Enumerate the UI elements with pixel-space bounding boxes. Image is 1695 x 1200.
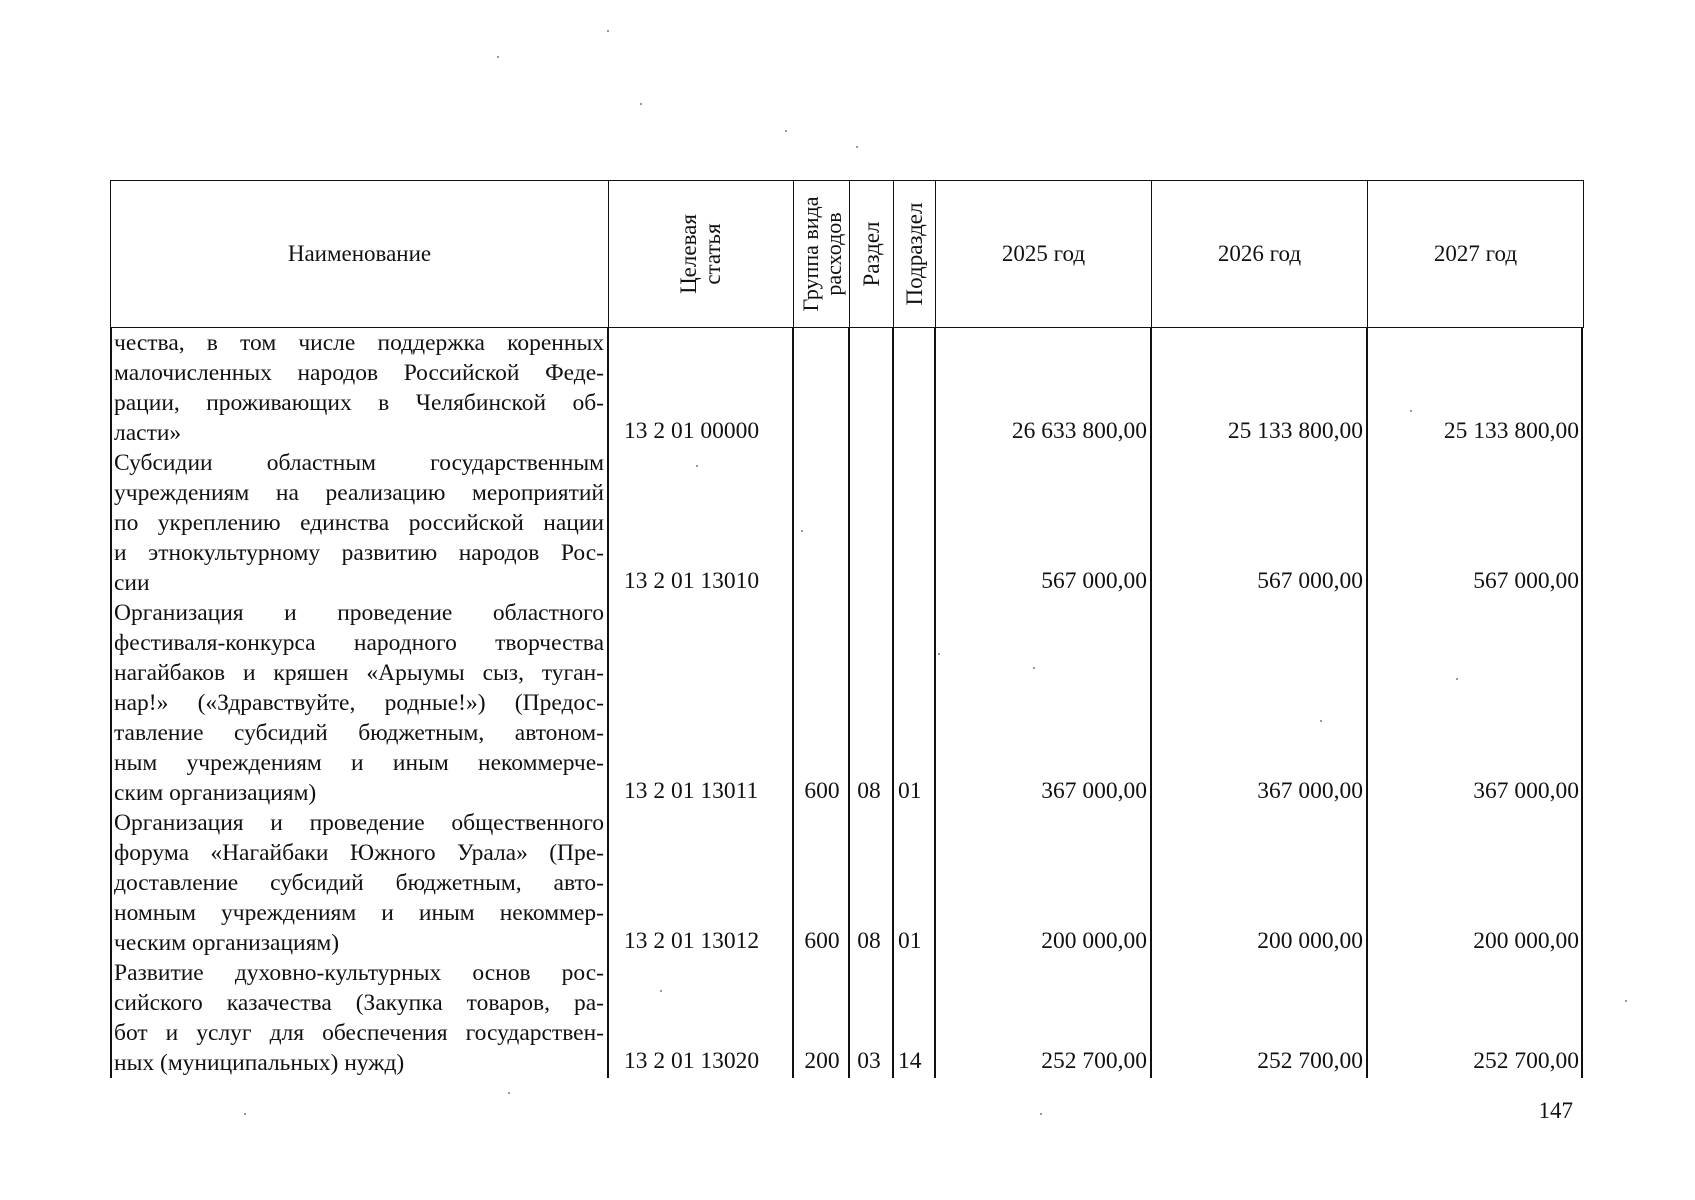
header-subsection-text: Подраздел — [901, 202, 927, 306]
header-2027 — [1368, 181, 1583, 327]
header-expense-group-line: Группа вида — [797, 196, 823, 312]
row-name-line: ческим организациям) — [114, 930, 340, 956]
row-name-line: сии — [114, 570, 150, 596]
page-number: 147 — [1538, 1098, 1573, 1123]
header-target-article — [609, 181, 794, 327]
row-name-line: тавление субсидий бюджетным, автоном- — [114, 720, 604, 746]
row-name-line: ных (муниципальных) нужд) — [114, 1050, 405, 1076]
row-name — [114, 958, 604, 1078]
row-2027-value: 25 133 800,00 — [1443, 418, 1579, 444]
row-name-line: Развитие духовно-культурных основ рос- — [114, 960, 604, 986]
header-expense-group — [794, 181, 850, 327]
row-2027-value: 200 000,00 — [1473, 928, 1579, 954]
scan-speck — [640, 103, 642, 105]
row-subsection: 01 — [898, 778, 922, 804]
table-row — [0, 328, 1695, 448]
row-2025-value: 26 633 800,00 — [1011, 418, 1147, 444]
row-2025-value: 367 000,00 — [1041, 778, 1147, 804]
row-section: 08 — [857, 778, 881, 804]
row-2027-value: 367 000,00 — [1473, 778, 1579, 804]
row-name-line: номным учреждениям и иным некоммер- — [114, 900, 604, 926]
row-2026-value: 200 000,00 — [1257, 928, 1363, 954]
row-2026-value: 367 000,00 — [1257, 778, 1363, 804]
scan-speck — [497, 56, 499, 58]
row-name-line: по укреплению единства российской нации — [114, 510, 604, 536]
row-target-article: 13 2 01 13012 — [624, 928, 760, 954]
header-target-article-line: статья — [700, 223, 725, 285]
header-2027-text: 2027 год — [1433, 241, 1518, 266]
table-row — [0, 598, 1695, 808]
row-name-line: ским организациям) — [114, 780, 317, 806]
row-name-line: фестиваля-конкурса народного творчества — [114, 630, 604, 656]
row-name-line: Организация и проведение областного — [114, 600, 604, 626]
header-section-text: Раздел — [858, 221, 884, 287]
header-expense-group-text — [799, 197, 845, 312]
row-2025-value: 200 000,00 — [1041, 928, 1147, 954]
row-target-article: 13 2 01 13010 — [624, 568, 760, 594]
header-subsection — [894, 181, 936, 327]
row-expense-group: 200 — [804, 1048, 840, 1074]
row-name-line: нар!» («Здравствуйте, родные!») (Предос- — [114, 690, 604, 716]
header-name — [111, 181, 609, 327]
row-name-line: малочисленных народов Российской Феде- — [114, 360, 604, 386]
row-2026-value: 25 133 800,00 — [1227, 418, 1363, 444]
scan-speck — [785, 130, 787, 132]
header-expense-group-line: расходов — [820, 212, 846, 296]
row-2025-value: 567 000,00 — [1041, 568, 1147, 594]
row-name-line: бот и услуг для обеспечения государствен- — [114, 1020, 604, 1046]
row-target-article: 13 2 01 00000 — [624, 418, 760, 444]
row-name — [114, 328, 604, 448]
row-target-article: 13 2 01 13011 — [624, 778, 759, 804]
table-row — [0, 448, 1695, 598]
row-name-line: Организация и проведение общественного — [114, 810, 604, 836]
table-header — [110, 180, 1584, 328]
row-expense-group: 600 — [804, 928, 840, 954]
scan-speck — [508, 1092, 510, 1094]
header-2026-text: 2026 год — [1217, 241, 1302, 266]
header-target-article-text — [677, 214, 725, 294]
row-name-line: доставление субсидий бюджетным, авто- — [114, 870, 604, 896]
header-2026 — [1152, 181, 1368, 327]
row-name-line: ным учреждениям и иным некоммерче- — [114, 750, 604, 776]
row-name-line: чества, в том числе поддержка коренных — [114, 330, 604, 356]
row-name — [114, 808, 604, 958]
scan-speck — [1040, 1113, 1042, 1115]
row-2025-value: 252 700,00 — [1041, 1048, 1147, 1074]
row-section: 08 — [857, 928, 881, 954]
header-2025-text: 2025 год — [1001, 241, 1086, 266]
table-row — [0, 808, 1695, 958]
header-section — [850, 181, 894, 327]
row-name-line: ласти» — [114, 420, 182, 446]
header-target-article-line: Целевая — [676, 214, 701, 294]
scan-speck — [244, 1113, 246, 1115]
row-2026-value: 567 000,00 — [1257, 568, 1363, 594]
scan-speck — [856, 146, 858, 148]
row-name-line: нагайбаков и кряшен «Арыумы сыз, туган- — [114, 660, 604, 686]
scan-speck — [607, 30, 609, 32]
row-section: 03 — [857, 1048, 881, 1074]
row-subsection: 14 — [898, 1048, 922, 1074]
row-name-line: Субсидии областным государственным — [114, 450, 604, 476]
row-name-line: форума «Нагайбаки Южного Урала» (Пре- — [114, 840, 604, 866]
row-name-line: сийского казачества (Закупка товаров, ра- — [114, 990, 604, 1016]
row-name-line: и этнокультурному развитию народов Рос- — [114, 540, 604, 566]
row-subsection: 01 — [898, 928, 922, 954]
row-name-line: рации, проживающих в Челябинской об- — [114, 390, 604, 416]
row-2027-value: 567 000,00 — [1473, 568, 1579, 594]
table-row — [0, 958, 1695, 1078]
header-name-text: Наименование — [287, 241, 432, 266]
row-2027-value: 252 700,00 — [1473, 1048, 1579, 1074]
row-target-article: 13 2 01 13020 — [624, 1048, 760, 1074]
row-name — [114, 598, 604, 808]
row-name-line: учреждениям на реализацию мероприятий — [114, 480, 604, 506]
header-2025 — [936, 181, 1152, 327]
row-expense-group: 600 — [804, 778, 840, 804]
row-name — [114, 448, 604, 598]
row-2026-value: 252 700,00 — [1257, 1048, 1363, 1074]
